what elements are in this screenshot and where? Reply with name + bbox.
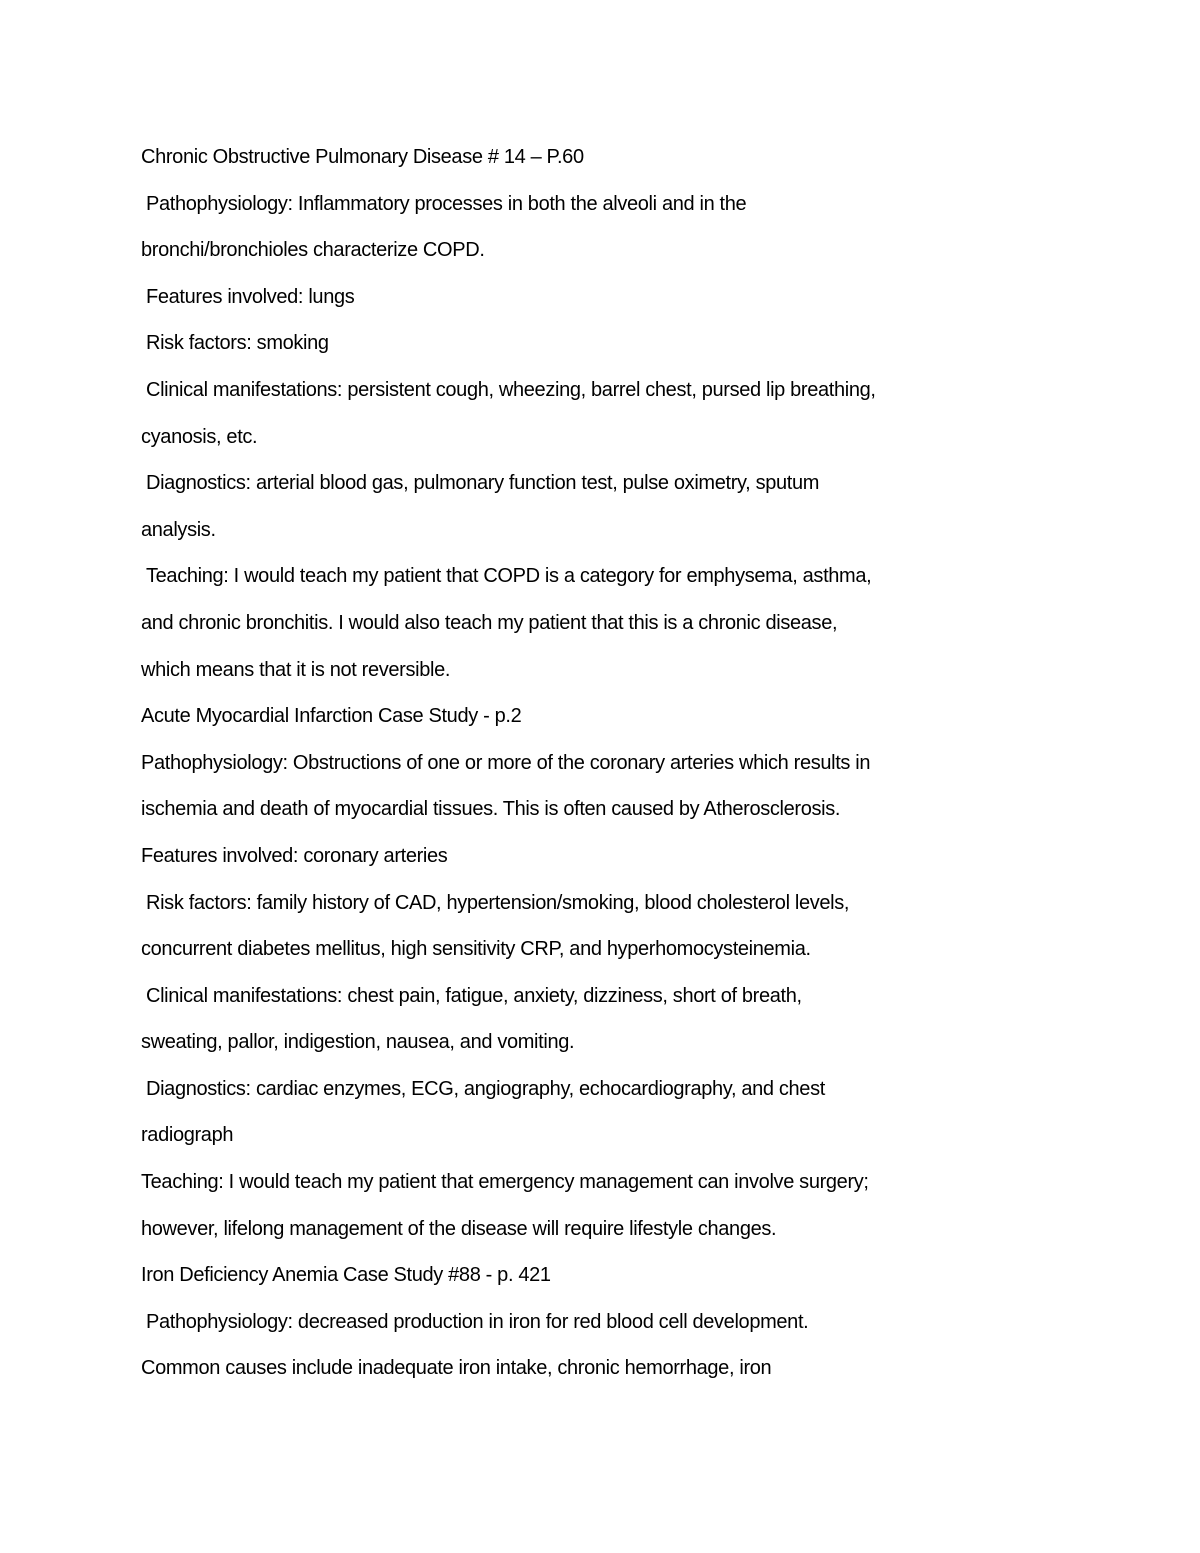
ami-teaching-cont: however, lifelong management of the disease will require lifestyle changes. bbox=[141, 1217, 777, 1240]
copd-teaching-cont: and chronic bronchitis. I would also teach my patient that this is a chronic disease, bbox=[141, 611, 838, 634]
ami-clinical-cont: sweating, pallor, indigestion, nausea, and vomiting. bbox=[141, 1031, 575, 1054]
ami-pathophysiology: Pathophysiology: Obstructions of one or more of the coronary arteries which results in bbox=[141, 751, 871, 774]
copd-teaching: Teaching: I would teach my patient that COPD is a category for emphysema, asthma, bbox=[146, 565, 872, 588]
copd-clinical-cont: cyanosis, etc. bbox=[141, 425, 258, 448]
copd-pathophysiology-cont: bronchi/bronchioles characterize COPD. bbox=[141, 239, 485, 262]
ami-clinical: Clinical manifestations: chest pain, fatigue, anxiety, dizziness, short of breath, bbox=[146, 984, 802, 1007]
ida-pathophysiology-cont: Common causes include inadequate iron intake, chronic hemorrhage, iron bbox=[141, 1357, 772, 1380]
ami-pathophysiology-cont: ischemia and death of myocardial tissues. This is often caused by Atherosclerosis. bbox=[141, 798, 841, 821]
ida-heading: Iron Deficiency Anemia Case Study #88 - p. 421 bbox=[141, 1264, 551, 1287]
ami-diagnostics-cont: radiograph bbox=[141, 1124, 234, 1147]
copd-risk-factors: Risk factors: smoking bbox=[146, 332, 329, 355]
ida-pathophysiology: Pathophysiology: decreased production in iron for red blood cell development. bbox=[146, 1310, 809, 1333]
copd-diagnostics-cont: analysis. bbox=[141, 518, 216, 541]
copd-features: Features involved: lungs bbox=[146, 285, 355, 308]
ami-features: Features involved: coronary arteries bbox=[141, 844, 448, 867]
ami-heading: Acute Myocardial Infarction Case Study - p.2 bbox=[141, 705, 522, 728]
ami-diagnostics: Diagnostics: cardiac enzymes, ECG, angiography, echocardiography, and chest bbox=[146, 1077, 825, 1100]
ami-teaching: Teaching: I would teach my patient that emergency management can involve surgery; bbox=[141, 1171, 869, 1194]
copd-diagnostics: Diagnostics: arterial blood gas, pulmonary function test, pulse oximetry, sputum bbox=[146, 472, 820, 495]
copd-pathophysiology: Pathophysiology: Inflammatory processes in both the alveoli and in the bbox=[146, 192, 747, 215]
copd-clinical: Clinical manifestations: persistent cough, wheezing, barrel chest, pursed lip breathing, bbox=[146, 378, 876, 401]
ami-risk-factors-cont: concurrent diabetes mellitus, high sensitivity CRP, and hyperhomocysteinemia. bbox=[141, 938, 811, 961]
copd-heading: Chronic Obstructive Pulmonary Disease # 14 – P.60 bbox=[141, 146, 584, 168]
document-body bbox=[141, 140, 1041, 1398]
copd-teaching-cont: which means that it is not reversible. bbox=[141, 658, 451, 681]
ami-risk-factors: Risk factors: family history of CAD, hypertension/smoking, blood cholesterol levels, bbox=[146, 891, 850, 914]
